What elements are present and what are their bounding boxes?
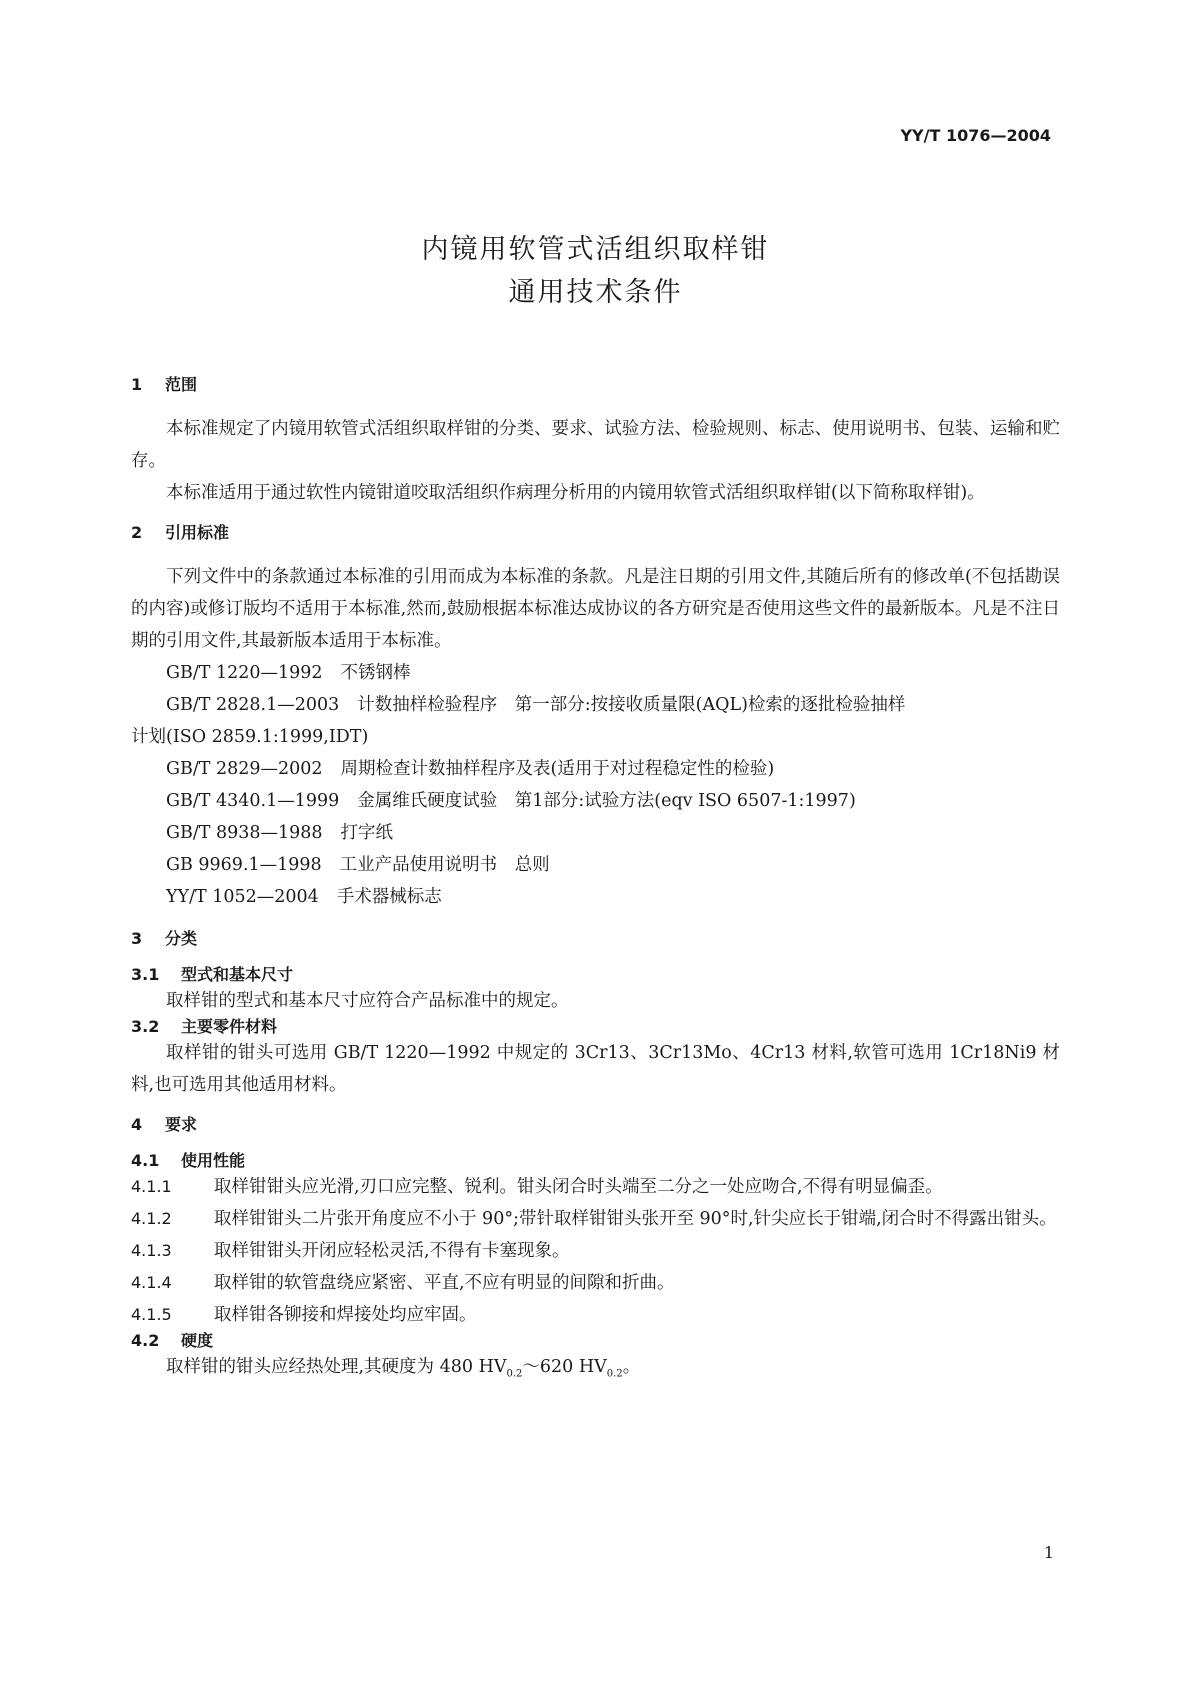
title-line-1: 内镜用软管式活组织取样钳 — [421, 234, 770, 265]
subsection-3-2-paragraph: 取样钳的钳头可选用 GB/T 1220—1992 中规定的 3Cr13、3Cr13Mo、4Cr13 材料,软管可选用 1Cr18Ni9 材料,也可选用其他适用材料。 — [131, 1043, 1060, 1095]
section-2-paragraph: 下列文件中的条款通过本标准的引用而成为本标准的条款。凡是注日期的引用文件,其随后所有的修改单(不包括勘误的内容)或修订版均不适用于本标准,然而,鼓励根据本标准达成协议的各方研究是否使用这些文件的最新版本。凡是不注日期的引用文件,其最新版本适用于本标准。 — [131, 567, 1060, 651]
clause-4-1-2: 4.1.2 取样钳钳头二片张开角度应不小于 90°;带针取样钳钳头张开至 90°时,针尖应长于钳端,闭合时不得露出钳头。 — [131, 1209, 1057, 1229]
reference-item: GB/T 2828.1—2003 计数抽样检验程序 第一部分:按接收质量限(AQL)检索的逐批检验抽样 — [166, 695, 906, 715]
reference-item: GB/T 1220—1992 不锈钢棒 — [166, 663, 411, 683]
subsection-4-1-heading: 4.1 使用性能 — [131, 1151, 246, 1170]
subsection-3-1-paragraph: 取样钳的型式和基本尺寸应符合产品标准中的规定。 — [166, 991, 569, 1011]
reference-item: GB 9969.1—1998 工业产品使用说明书 总则 — [166, 855, 550, 875]
subsection-4-2-paragraph: 取样钳的钳头应经热处理,其硬度为 480 $HV_{0.2}\sim 620$ $HV_{0.2}$。 — [166, 1357, 641, 1380]
clause-4-1-3: 4.1.3 取样钳钳头开闭应轻松灵活,不得有卡塞现象。 — [131, 1241, 570, 1261]
document-title — [0, 228, 1191, 314]
title-line-2: 通用技术条件 — [508, 277, 683, 308]
subsection-3-1-heading: 3.1 型式和基本尺寸 — [131, 965, 294, 984]
standard-number: YY/T 1076—2004 — [900, 126, 1051, 145]
section-1-paragraph-2: 本标准适用于通过软性内镜钳道咬取活组织作病理分析用的内镜用软管式活组织取样钳(以下简称取样钳)。 — [166, 483, 985, 503]
subsection-4-2-heading: 4.2 硬度 — [131, 1331, 214, 1350]
reference-item: GB/T 2829—2002 周期检查计数抽样程序及表(适用于对过程稳定性的检验) — [166, 759, 775, 779]
section-3-heading: 3 分类 — [131, 929, 198, 948]
reference-item: GB/T 8938—1988 打字纸 — [166, 823, 394, 843]
section-1-heading: 1 范围 — [131, 375, 198, 394]
reference-item: GB/T 4340.1—1999 金属维氏硬度试验 第1部分:试验方法(eqv ISO 6507-1:1997) — [166, 791, 856, 811]
clause-4-1-5: 4.1.5 取样钳各铆接和焊接处均应牢固。 — [131, 1305, 477, 1325]
document-body — [131, 375, 1060, 1391]
reference-item: YY/T 1052—2004 手术器械标志 — [166, 887, 442, 907]
section-2-heading: 2 引用标准 — [131, 523, 230, 542]
section-1-paragraph-1: 本标准规定了内镜用软管式活组织取样钳的分类、要求、试验方法、检验规则、标志、使用说明书、包装、运输和贮存。 — [131, 419, 1060, 471]
subsection-3-2-heading: 3.2 主要零件材料 — [131, 1017, 278, 1036]
section-4-heading: 4 要求 — [131, 1115, 198, 1134]
page-number: 1 — [1043, 1543, 1054, 1562]
clause-4-1-4: 4.1.4 取样钳的软管盘绕应紧密、平直,不应有明显的间隙和折曲。 — [131, 1273, 675, 1293]
clause-4-1-1: 4.1.1 取样钳钳头应光滑,刃口应完整、锐利。钳头闭合时头端至二分之一处应吻合,不得有明显偏歪。 — [131, 1177, 943, 1197]
reference-item-continuation: 计划(ISO 2859.1:1999,IDT) — [131, 727, 369, 747]
